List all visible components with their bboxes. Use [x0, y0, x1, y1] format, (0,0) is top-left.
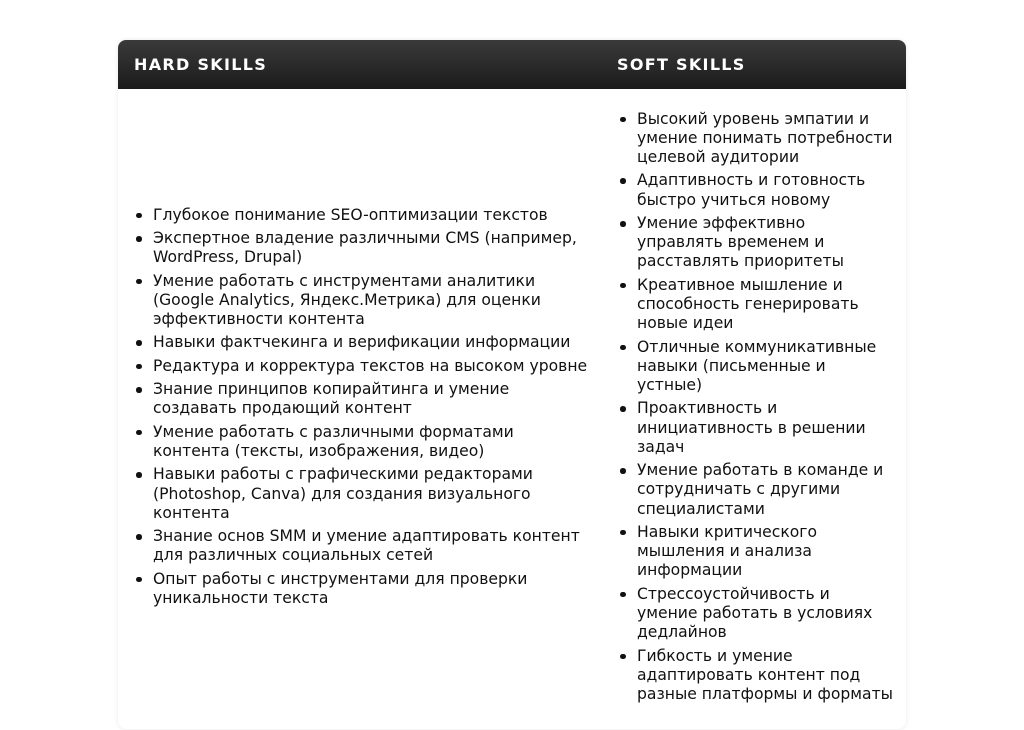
soft-skill-item: Стрессоустойчивость и умение работать в условиях дедлайнов — [637, 585, 894, 643]
table-header — [118, 40, 906, 89]
soft-skill-item: Умение работать в команде и сотрудничать с другими специалистами — [637, 461, 894, 519]
hard-skill-item: Навыки фактчекинга и верификации информации — [153, 333, 590, 352]
hard-skill-item: Редактура и корректура текстов на высоком уровне — [153, 357, 590, 376]
soft-skill-item: Гибкость и умение адаптировать контент под разные платформы и форматы — [637, 646, 893, 703]
skills-row — [118, 89, 906, 729]
table-body — [118, 89, 906, 729]
hard-skill-item: Знание основ SMM и умение адаптировать контент для различных социальных сетей — [153, 527, 590, 565]
soft-skills-cell — [602, 89, 906, 729]
hard-skill-item: Глубокое понимание SEO-оптимизации текстов — [153, 206, 590, 225]
soft-skill-item: Отличные коммуникативные навыки (письменные и устные) — [637, 338, 894, 396]
soft-skills-heading: SOFT SKILLS — [602, 40, 906, 89]
soft-skills-list — [602, 110, 894, 705]
hard-skill-item: Опыт работы с инструментами для проверки уникальности текста — [153, 570, 590, 608]
soft-skill-item: Умение эффективно управлять временем и расставлять приоритеты — [637, 214, 894, 272]
hard-skill-item: Умение работать с различными форматами контента (тексты, изображения, видео) — [153, 423, 590, 461]
hard-skill-item: Знание принципов копирайтинга и умение создавать продающий контент — [153, 380, 590, 418]
soft-skill-item: Навыки критического мышления и анализа информации — [637, 523, 894, 581]
skills-card — [118, 40, 906, 729]
hard-skills-heading: HARD SKILLS — [118, 40, 602, 89]
soft-skill-item: Адаптивность и готовность быстро учиться новому — [637, 171, 894, 209]
soft-skill-item: Креативное мышление и способность генерировать новые идеи — [637, 276, 894, 334]
hard-skill-item: Навыки работы с графическими редакторами (Photoshop, Canva) для создания визуального контента — [153, 465, 590, 523]
hard-skills-cell — [118, 89, 602, 729]
soft-skill-item: Проактивность и инициативность в решении задач — [637, 399, 894, 457]
hard-skill-item: Умение работать с инструментами аналитики (Google Analytics, Яндекс.Метрика) для оценки эффективности контента — [153, 272, 590, 330]
hard-skills-list — [118, 206, 590, 609]
hard-skill-item: Экспертное владение различными CMS (например, WordPress, Drupal) — [153, 229, 590, 267]
header-row — [118, 40, 906, 89]
skills-table — [118, 40, 906, 729]
soft-skill-item: Высокий уровень эмпатии и умение понимать потребности целевой аудитории — [637, 109, 893, 167]
